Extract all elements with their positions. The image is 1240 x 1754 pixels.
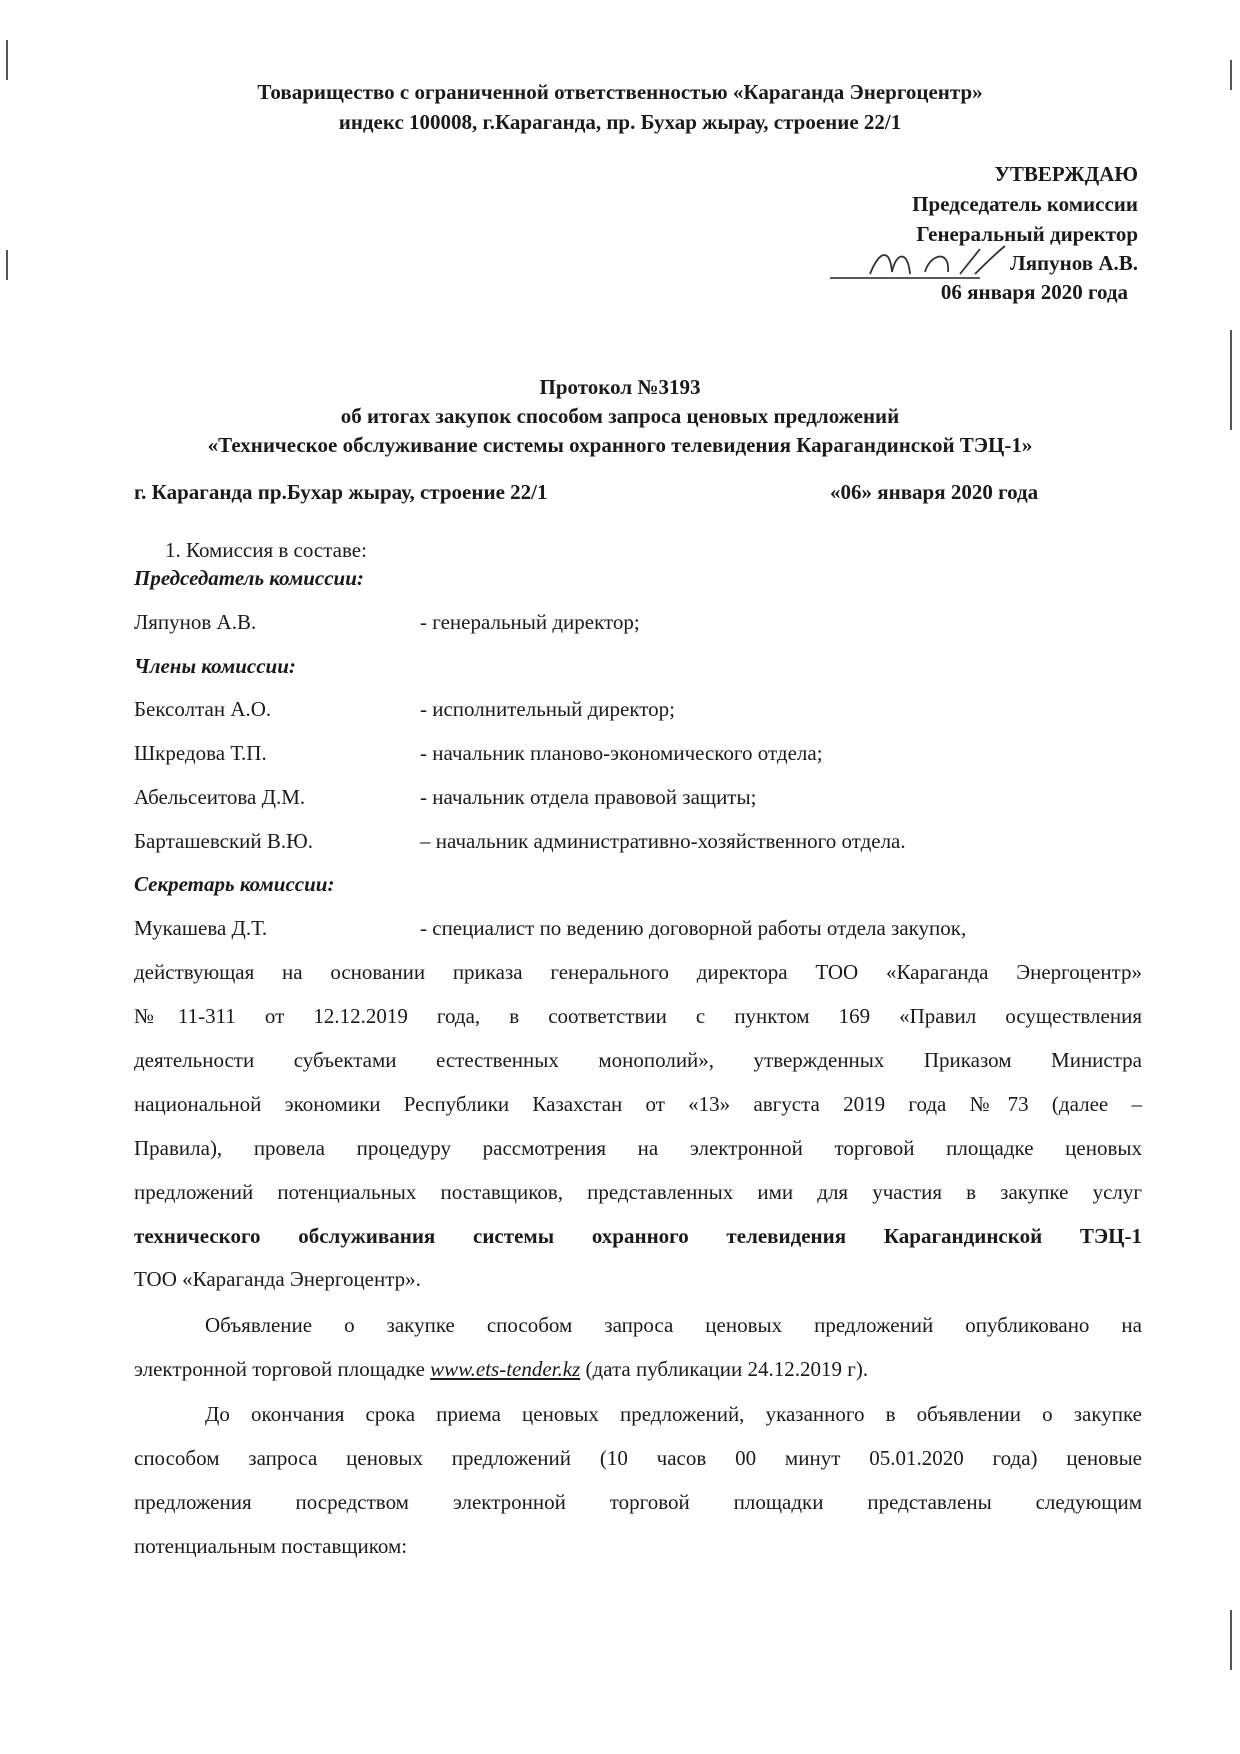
protocol-date: «06» января 2020 года [830, 480, 1039, 504]
approval-position-chair: Председатель комиссии [912, 192, 1138, 216]
approval-title: УТВЕРЖДАЮ [994, 162, 1138, 186]
member-name: Шкредова Т.П. [134, 741, 267, 765]
member-name: Абельсеитова Д.М. [134, 785, 306, 809]
protocol-subtitle: об итогах закупок способом запроса ценовых предложений [340, 404, 900, 428]
approval-name: Ляпунов А.В. [1010, 251, 1138, 275]
chair-heading: Председатель комиссии: [134, 566, 364, 590]
approval-position-director: Генеральный директор [916, 222, 1138, 246]
scan-mark [6, 250, 8, 280]
secretary-name: Мукашева Д.Т. [134, 916, 268, 940]
org-address: индекс 100008, г.Караганда, пр. Бухар жырау, строение 22/1 [338, 110, 902, 134]
member-role: - исполнительный директор; [420, 697, 676, 721]
scan-mark [1230, 1610, 1232, 1670]
protocol-title: Протокол №3193 [539, 375, 701, 399]
chair-name: Ляпунов А.В. [134, 610, 257, 634]
secretary-role: - специалист по ведению договорной работы отдела закупок, [420, 916, 967, 940]
paragraph-line: Объявление о закупке способом запроса ценовых предложений опубликовано на [205, 1313, 1142, 1337]
member-role: - начальник планово-экономического отдела; [420, 741, 823, 765]
paragraph-line [134, 1357, 1142, 1382]
secretary-heading: Секретарь комиссии: [134, 872, 335, 896]
chair-role: - генеральный директор; [420, 610, 640, 634]
paragraph-line: предложений потенциальных поставщиков, представленных ими для участия в закупке услуг [134, 1180, 1142, 1204]
commission-intro: 1. Комиссия в составе: [165, 538, 367, 562]
scan-mark [1230, 60, 1232, 90]
paragraph-line: деятельности субъектами естественных монополий», утвержденных Приказом Министра [134, 1048, 1142, 1072]
paragraph-text: (дата публикации 24.12.2019 г). [580, 1357, 869, 1381]
protocol-place: г. Караганда пр.Бухар жырау, строение 22/1 [134, 480, 548, 504]
handwritten-signature [830, 244, 1120, 284]
paragraph-line: предложения посредством электронной торговой площадки представлены следующим [134, 1490, 1142, 1514]
paragraph-line: национальной экономики Республики Казахстан от «13» августа 2019 года №73 (далее – [134, 1092, 1142, 1116]
members-heading: Члены комиссии: [134, 654, 296, 678]
member-name: Бексолтан А.О. [134, 697, 272, 721]
paragraph-line: Правила), провела процедуру рассмотрения на электронной торговой площадке ценовых [134, 1136, 1142, 1160]
paragraph-line: потенциальным поставщиком: [134, 1534, 408, 1558]
paragraph-bold-line: технического обслуживания системы охранного телевидения Карагандинской ТЭЦ-1 [134, 1224, 1142, 1248]
paragraph-line: №11-311 от 12.12.2019 года, в соответствии с пунктом 169 «Правил осуществления [134, 1004, 1142, 1028]
member-name: Барташевский В.Ю. [134, 829, 313, 853]
paragraph-line: До окончания срока приема ценовых предложений, указанного в объявлении о закупке [205, 1402, 1142, 1426]
protocol-subject: «Техническое обслуживание системы охранного телевидения Карагандинской ТЭЦ-1» [207, 433, 1033, 457]
scan-mark [6, 40, 8, 80]
ets-tender-link[interactable]: www.ets-tender.kz [430, 1357, 581, 1381]
member-role: – начальник административно-хозяйственного отдела. [420, 829, 906, 853]
paragraph-line: способом запроса ценовых предложений (10 часов 00 минут 05.01.2020 года) ценовые [134, 1446, 1142, 1470]
paragraph-line: ТОО «Караганда Энергоцентр». [134, 1267, 421, 1291]
member-role: - начальник отдела правовой защиты; [420, 785, 757, 809]
scan-mark [1230, 330, 1232, 430]
paragraph-text: электронной торговой площадке [134, 1357, 431, 1381]
paragraph-line: действующая на основании приказа генерального директора ТОО «Караганда Энергоцентр» [134, 960, 1142, 984]
approval-date: 06 января 2020 года [940, 280, 1128, 304]
org-name: Товарищество с ограниченной ответственностью «Караганда Энергоцентр» [257, 80, 983, 104]
